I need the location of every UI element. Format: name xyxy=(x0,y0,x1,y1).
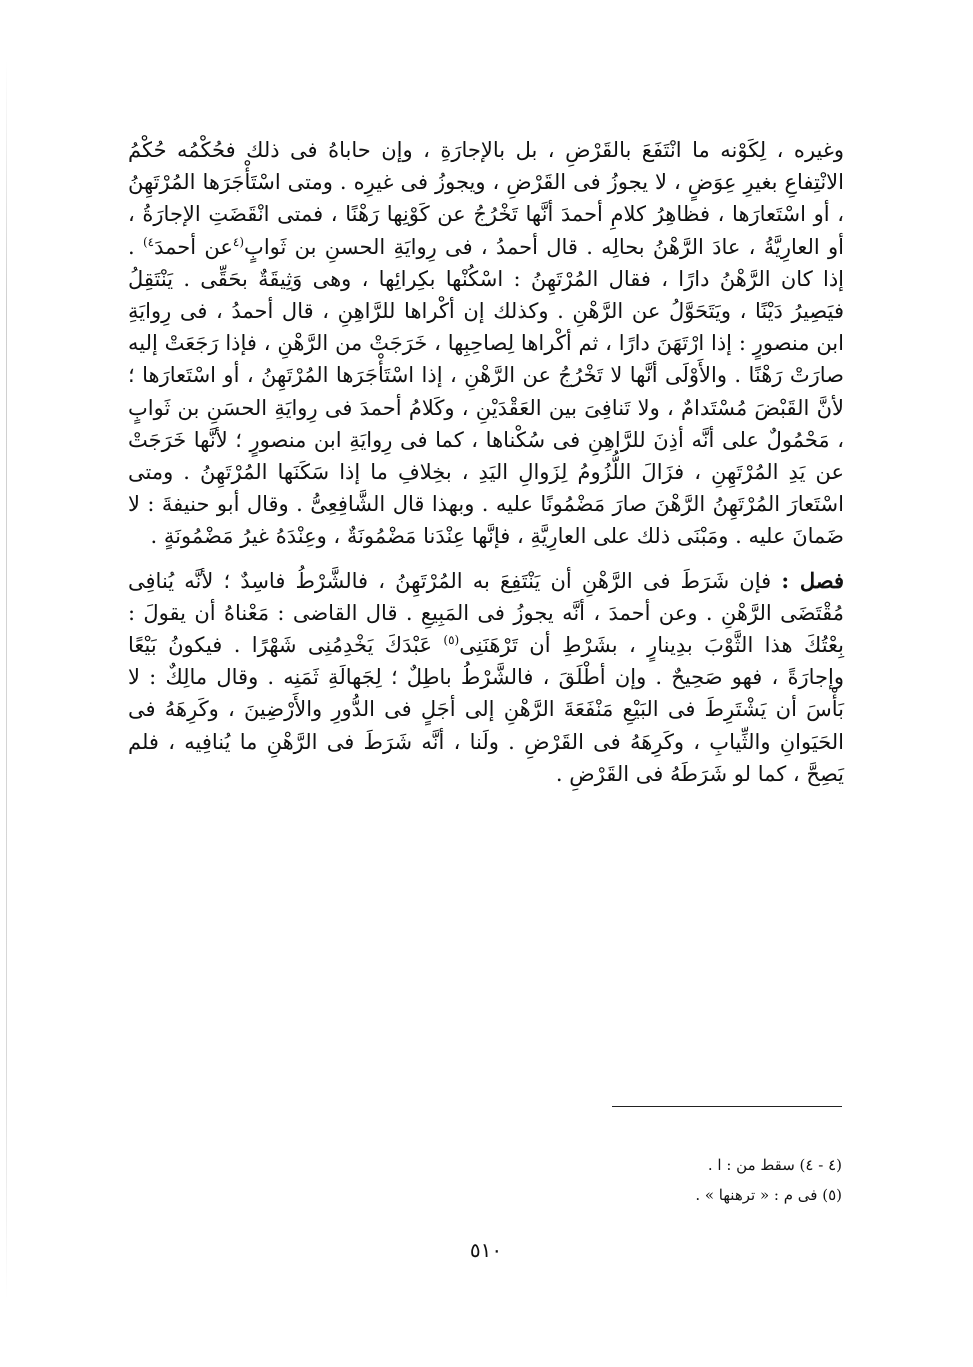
paragraph-2-text-b: عَبْدَكَ يَخْدِمُنِى شَهْرًا . فيكونُ بَيْعًا وإجارَةً ، فهو صَحِيحٌ . وإن أطْلَقَ ، فالشَّرْطُ باطِلٌ ؛ لِجَهالَةِ ثَمَنِه . وقال مالِكٌ : لا بَأْسَ أن يَشْتَرِطَ فى البَيْعِ مَنْفَعَةَ الرَّهْنِ إلى أجَلٍ فى الدُّورِ والأَرْضِينَ ، وكَرِهَهُ فى الحَيَوانِ والثِّيابِ ، وكَرِهَهُ فى القَرْضِ . ولَنا ، أنَّه شَرَطَ فى الرَّهْنِ ما يُنافِيه ، فلم يَصِحَّ ، كما لو شَرَطَهُ فى القَرْضِ . xyxy=(128,633,844,786)
paragraph-2-text-a: فإن شَرَطَ فى الرَّهْنِ أن يَنْتَفِعَ به المُرْتَهِنُ ، فالشَّرْطُ فاسِدٌ ؛ لأنَّه يُنافِى مُقْتَضَى الرَّهْنِ . وعن أحمدَ ، أنَّه يجوزُ فى المَبِيعِ . قال القاضى : مَعْناهُ أن يقولَ : بِعْتُكَ هذا الثَّوْبَ بدِينارٍ ، بشَرْطِ أن تَرْهَنَنِى xyxy=(128,568,845,658)
page-number: ٥١٠ xyxy=(469,1238,503,1262)
footnote-ref-5: (٥) xyxy=(443,633,460,648)
paragraph-1 xyxy=(128,134,844,553)
footnote-4: (٤ - ٤) سقط من : ا . xyxy=(707,1156,842,1174)
footnote-separator xyxy=(612,1106,842,1107)
paragraph-1-text-b: عن أحمدَ xyxy=(154,234,233,259)
paragraph-2 xyxy=(128,565,844,790)
main-text-block xyxy=(128,134,844,790)
section-heading-fasl: فصل : xyxy=(781,567,844,593)
scan-binding-shadow xyxy=(6,60,7,1300)
footnote-5: (٥) فى م : « ترهنها » . xyxy=(695,1186,842,1204)
footnote-ref-4-close: ٤) xyxy=(142,234,155,249)
footnotes xyxy=(500,1150,842,1210)
paragraph-1-text-c: . إذا كان الرَّهْنُ دارًا ، فقال المُرْتَهِنُ : اسْكُنْها بكِرائِها ، وهى وَثِيقَةٌ بحَقِّى . يَنْتَقِلُ فيَصِيرُ دَيْنًا ، ويَتَحَوَّلُ عن الرَّهْنِ . وكذلك إن أكْراها للرَّاهِنِ ، قال أحمدُ ، فى رِوايَةِ ابن منصورٍ : إذا ارْتَهَنَ دارًا ، ثم أكْراها لِصاحِبِها ، خَرَجَتْ من الرَّهْنِ ، فإذا رَجَعَتْ إليه صارَتْ رَهْنًا . والأَوْلَى أنَّها لا تَخْرُجُ عن الرَّهْنِ ، إذا اسْتَأْجَرَها المُرْتَهِنُ ، أو اسْتَعارَها ؛ لأنَّ القَبْضَ مُسْتَدامٌ ، ولا تَنافِىَ بين العَقْدَيْنِ ، وكَلامُ أحمدَ فى رِوايَةِ الحسَنِ بن ثَوابٍ ، مَحْمُولٌ على أنَّه أذِنَ للرَّاهِنِ فى سُكْناها ، كما فى رِوايَةِ ابن منصورٍ ؛ لأنَّها خَرَجَتْ عن يَدِ المُرْتَهِنِ ، فزَالَ اللُّزُومُ لِزَوالِ اليَدِ ، بخِلافِ ما إذا سَكَنَها المُرْتَهِنُ . ومتى اسْتَعارَ المُرْتَهِنُ الرَّهْنَ صارَ مَضْمُونًا عليه . وبهذا قال الشَّافِعِىُّ . وقال أبو حنيفةَ : لا ضَمانَ عليه . ومَبْنَى ذلك على العارِيَّةِ ، فإنَّها عِنْدَنا مَضْمُونَةٌ ، وعِنْدَهُ غيرُ مَضْمُونَةٍ . xyxy=(128,234,844,549)
paragraph-1-text-a: وغيره ، لِكَوْنه ما انْتَفَعَ بالقَرْضِ ، بل بالإجارَةِ ، وإن حاباهُ فى ذلك فحُكْمُه حُكْمُ الانْتِفاعِ بغيرِ عِوَضٍ ، لا يجوزُ فى القَرْضِ ، ويجوزُ فى غيرِه . ومتى اسْتَأْجَرَها المُرْتَهِنُ ، أو اسْتَعارَها ، فظاهِرُ كلامِ أحمدَ أنَّها تَخْرُجُ عن كَوْنِها رَهْنًا ، فمتى انْقَضَتِ الإجارَةُ ، أو العارِيَّةُ ، عادَ الرَّهْنُ بحالِه . قال أحمدُ ، فى رِوايَةِ الحسنِ بن ثَوابٍ xyxy=(128,138,845,259)
footnote-ref-4-open: (٤ xyxy=(232,234,245,249)
